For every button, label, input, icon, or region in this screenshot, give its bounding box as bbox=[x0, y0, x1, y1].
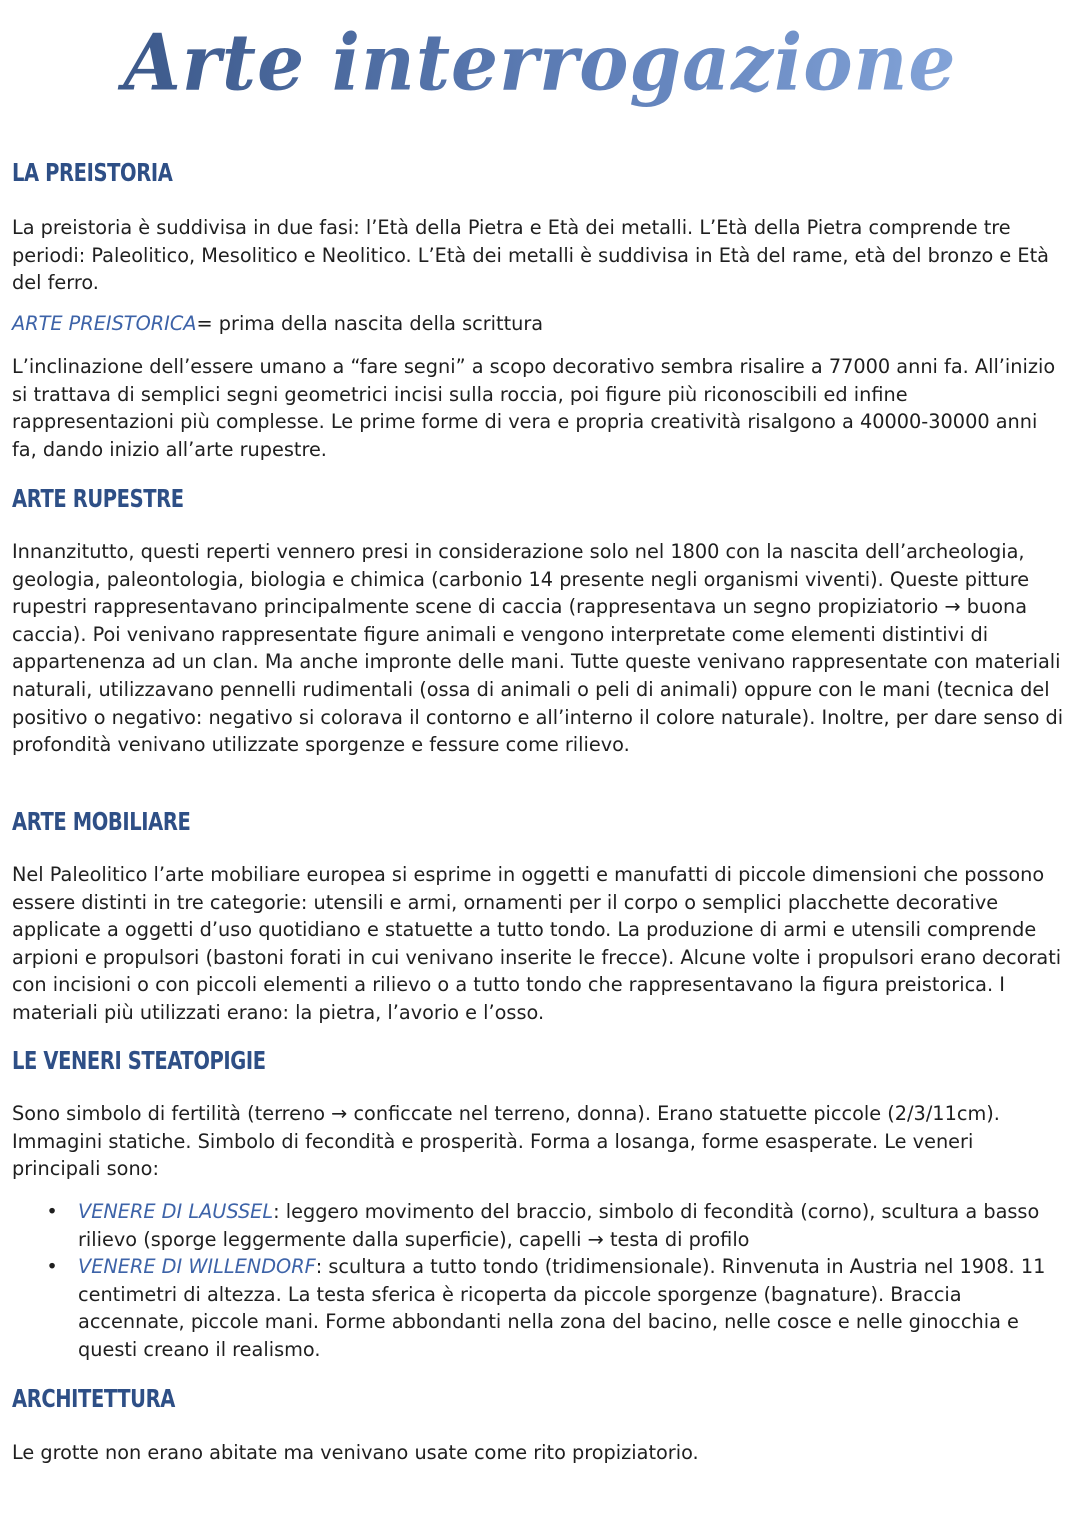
bullet-icon: • bbox=[46, 1255, 58, 1279]
venere-desc: : scultura a tutto tondo (tridimensionale). Rinvenuta in Austria nel 1908. 11 centimetri di altezza. La testa sferica è ricoperta da piccole sporgenze (bagnature). Braccia accennate, piccole mani. Forme abbondanti nella zona del bacino, nelle cosce e nelle ginocchia e questi creano il realismo. bbox=[78, 1255, 1046, 1361]
list-item-willendorf bbox=[42, 1253, 1062, 1363]
venere-desc: : leggero movimento del braccio, simbolo di fecondità (corno), scultura a basso rilievo (sporge leggermente dalla superficie), capelli → testa di profilo bbox=[78, 1200, 1040, 1251]
heading-text: ARTE RUPESTRE bbox=[12, 484, 184, 513]
veneri-list bbox=[42, 1198, 1062, 1364]
definition-arte-preistorica bbox=[12, 310, 1062, 338]
page-title: Arte interrogazione bbox=[0, 5, 1080, 121]
paragraph-preistoria-fasi: La preistoria è suddivisa in due fasi: l’Età della Pietra e Età dei metalli. L’Età della Pietra comprende tre periodi: Paleolitico, Mesolitico e Neolitico. L’Età dei metalli è suddivisa in Età del rame, età del bronzo e Età del ferro. bbox=[12, 216, 1049, 295]
section-heading-preistoria bbox=[12, 158, 218, 188]
heading-text: LA PREISTORIA bbox=[12, 158, 173, 187]
list-item-laussel bbox=[42, 1198, 1062, 1253]
paragraph-architettura: Le grotte non erano abitate ma venivano usate come rito propiziatorio. bbox=[12, 1441, 699, 1464]
section-heading-rupestre bbox=[12, 484, 232, 514]
heading-text: LE VENERI STEATOPIGIE bbox=[12, 1046, 266, 1075]
paragraph-inclinazione: L’inclinazione dell’essere umano a “fare segni” a scopo decorativo sembra risalire a 77000 anni fa. All’inizio si trattava di semplici segni geometrici incisi sulla roccia, poi figure più riconoscibili ed infine rappresentazioni più complesse. Le prime forme di vera e propria creatività risalgono a 40000-30000 anni fa, dando inizio all’arte rupestre. bbox=[12, 355, 1056, 461]
definition-term: ARTE PREISTORICA bbox=[12, 312, 197, 335]
paragraph-veneri: Sono simbolo di fertilità (terreno → conficcate nel terreno, donna). Erano statuette piccole (2/3/11cm). Immagini statiche. Simbolo di fecondità e prosperità. Forma a losanga, forme esasperate. Le veneri principali sono: bbox=[12, 1102, 1000, 1181]
bullet-icon: • bbox=[46, 1200, 58, 1223]
venere-name: VENERE DI WILLENDORF bbox=[78, 1255, 316, 1279]
section-heading-architettura bbox=[12, 1384, 221, 1414]
paragraph-rupestre: Innanzitutto, questi reperti vennero presi in considerazione solo nel 1800 con la nascita dell’archeologia, geologia, paleontologia, biologia e chimica (carbonio 14 presente negli organismi viventi). Queste pitture rupestri rappresentavano principalmente scene di caccia (rappresentava un segno propiziatorio → buona caccia). Poi venivano rappresentate figure animali e vengono interpretate come elementi distintivi di appartenenza ad un clan. Ma anche impronte delle mani. Tutte queste venivano rappresentate con materiali naturali, utilizzavano pennelli rudimentali (ossa di animali o peli di animali) oppure con le mani (tecnica del positivo o negativo: negativo si colorava il contorno e all’interno il colore naturale). Inoltre, per dare senso di profondità venivano utilizzate sporgenze e fessure come rilievo. bbox=[12, 540, 1064, 757]
heading-text: ARTE MOBILIARE bbox=[12, 807, 191, 836]
venere-name: VENERE DI LAUSSEL bbox=[78, 1200, 274, 1223]
heading-text: ARCHITETTURA bbox=[12, 1384, 175, 1413]
paragraph-mobiliare: Nel Paleolitico l’arte mobiliare europea si esprime in oggetti e manufatti di piccole dimensioni che possono essere distinti in tre categorie: utensili e armi, ornamenti per il corpo o semplici placchette decorative applicate a oggetti d’uso quotidiano e statuette a tutto tondo. La produzione di armi e utensili comprende arpioni e propulsori (bastoni forati in cui venivano inserite le frecce). Alcune volte i propulsori erano decorati con incisioni o con piccoli elementi a rilievo o a tutto tondo che rappresentavano la figura preistorica. I materiali più utilizzati erano: la pietra, l’avorio e l’osso. bbox=[12, 863, 1062, 1024]
section-heading-veneri bbox=[12, 1046, 337, 1076]
definition-text: = prima della nascita della scrittura bbox=[196, 312, 544, 335]
section-heading-mobiliare bbox=[12, 807, 241, 837]
